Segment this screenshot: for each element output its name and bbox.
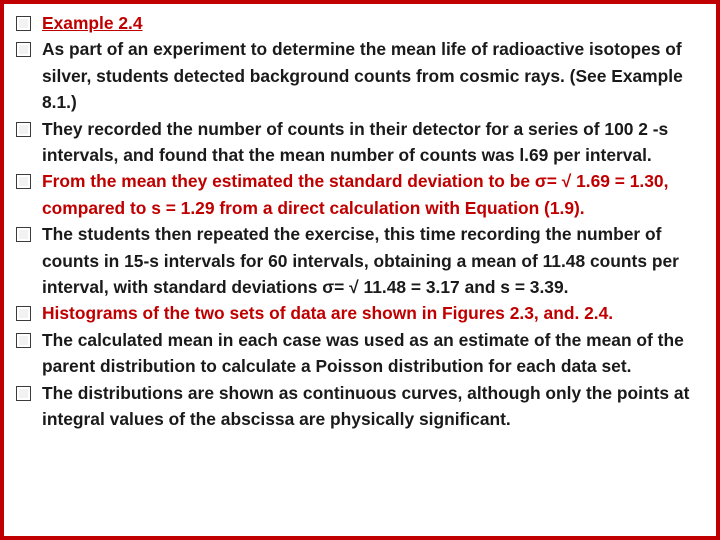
list-item [14,168,714,221]
list-item [14,380,714,433]
square-bullet-icon [16,174,31,189]
list-item [14,327,714,380]
list-item-text: The calculated mean in each case was used as an estimate of the mean of the parent distribution to calculate a Poisson distribution for each data set. [42,329,684,377]
bullet-list [14,10,714,433]
square-bullet-icon [16,306,31,321]
list-item [14,116,714,169]
list-item-text: Example 2.4 [42,13,143,33]
list-item [14,300,714,326]
list-item-text: The distributions are shown as continuous curves, although only the points at integral values of the abscissa are physically significant. [42,382,690,430]
square-bullet-icon [16,386,31,401]
square-bullet-icon [16,16,31,31]
list-item-text: From the mean they estimated the standard deviation to be σ= √ 1.69 = 1.30, compared to s = 1.29 from a direct calculation with Equation (1.9). [42,171,669,218]
square-bullet-icon [16,227,31,242]
list-item-text: Histograms of the two sets of data are shown in Figures 2.3, and. 2.4. [42,303,614,324]
square-bullet-icon [16,122,31,137]
list-item-text: As part of an experiment to determine the mean life of radioactive isotopes of silver, students detected background counts from cosmic rays. (See Example 8.1.) [42,39,683,113]
list-item [14,221,714,300]
square-bullet-icon [16,333,31,348]
list-item-text: The students then repeated the exercise, this time recording the number of counts in 15-s intervals for 60 intervals, obtaining a mean of 11.48 counts per interval, with standard deviations σ= √ 11.48 = 3.17 and s = 3.39. [42,224,679,298]
square-bullet-icon [16,42,31,57]
list-item-text: They recorded the number of counts in their detector for a series of 100 2 -s intervals, and found that the mean number of counts was l.69 per interval. [42,118,669,166]
list-item-example-title [14,10,714,36]
list-item [14,36,714,115]
